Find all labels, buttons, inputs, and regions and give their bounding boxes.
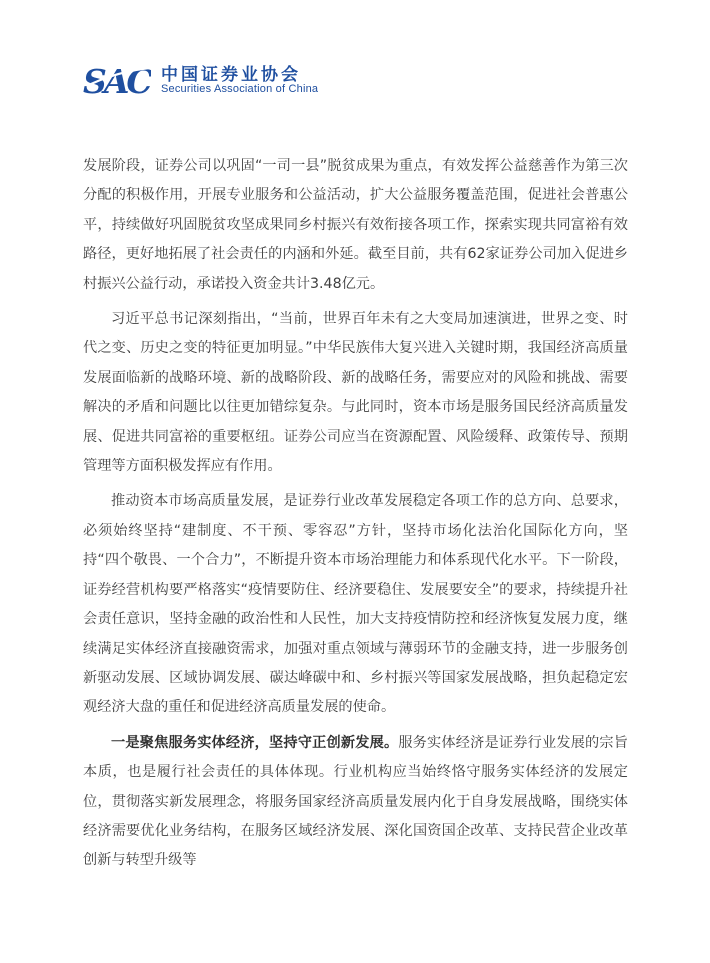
logo-text: SAC [83, 62, 150, 98]
page-header [83, 58, 383, 102]
paragraph-3: 推动资本市场高质量发展，是证券行业改革发展稳定各项工作的总方向、总要求，必须始终坚持“建制度、不干预、零容忍”方针，坚持市场化法治化国际化方向，坚持“四个敬畏、一个合力”，不断提升资本市场治理能力和体系现代化水平。下一阶段，证券经营机构要严格落实“疫情要防住、经济要稳住、发展要安全”的要求，持续提升社会责任意识，坚持金融的政治性和人民性，加大支持疫情防控和经济恢复发展力度，继续满足实体经济直接融资需求，加强对重点领域与薄弱环节的金融支持，进一步服务创新驱动发展、区域协调发展、碳达峰碳中和、乡村振兴等国家发展战略，担负起稳定宏观经济大盘的重任和促进经济高质量发展的使命。 [83, 493, 628, 716]
paragraph-1: 发展阶段，证券公司以巩固“一司一县”脱贫成果为重点，有效发挥公益慈善作为第三次分配的积极作用，开展专业服务和公益活动，扩大公益服务覆盖范围，促进社会普惠公平，持续做好巩固脱贫攻坚成果同乡村振兴有效衔接各项工作，探索实现共同富裕有效路径，更好地拓展了社会责任的内涵和外延。截至目前，共有62家证券公司加入促进乡村振兴公益行动，承诺投入资金共计3.48亿元。 [83, 158, 628, 292]
paragraph-4 [83, 729, 628, 876]
sac-logo [83, 62, 151, 98]
org-name-en: Securities Association of China [161, 83, 319, 95]
document-body [83, 152, 628, 882]
paragraph-4-text: 服务实体经济是证券行业发展的宗旨本质，也是履行社会责任的具体体现。行业机构应当始终恪守服务实体经济的发展定位，贯彻落实新发展理念，将服务国家经济高质量发展内化于自身发展战略，围绕实体经济需要优化业务结构，在服务区域经济发展、深化国资国企改革、支持民营企业改革创新与转型升级等 [83, 734, 628, 869]
paragraph-4-lead: 一是聚焦服务实体经济，坚持守正创新发展。 [111, 734, 399, 751]
paragraph-2: 习近平总书记深刻指出，“当前，世界百年未有之大变局加速演进，世界之变、时代之变、历史之变的特征更加明显。”中华民族伟大复兴进入关键时期，我国经济高质量发展面临新的战略环境、新的战略阶段、新的战略任务，需要应对的风险和挑战、需要解决的矛盾和问题比以往更加错综复杂。与此同时，资本市场是服务国民经济高质量发展、促进共同富裕的重要枢纽。证券公司应当在资源配置、风险缓释、政策传导、预期管理等方面积极发挥应有作用。 [83, 311, 628, 475]
org-name-cn: 中国证券业协会 [161, 65, 301, 85]
